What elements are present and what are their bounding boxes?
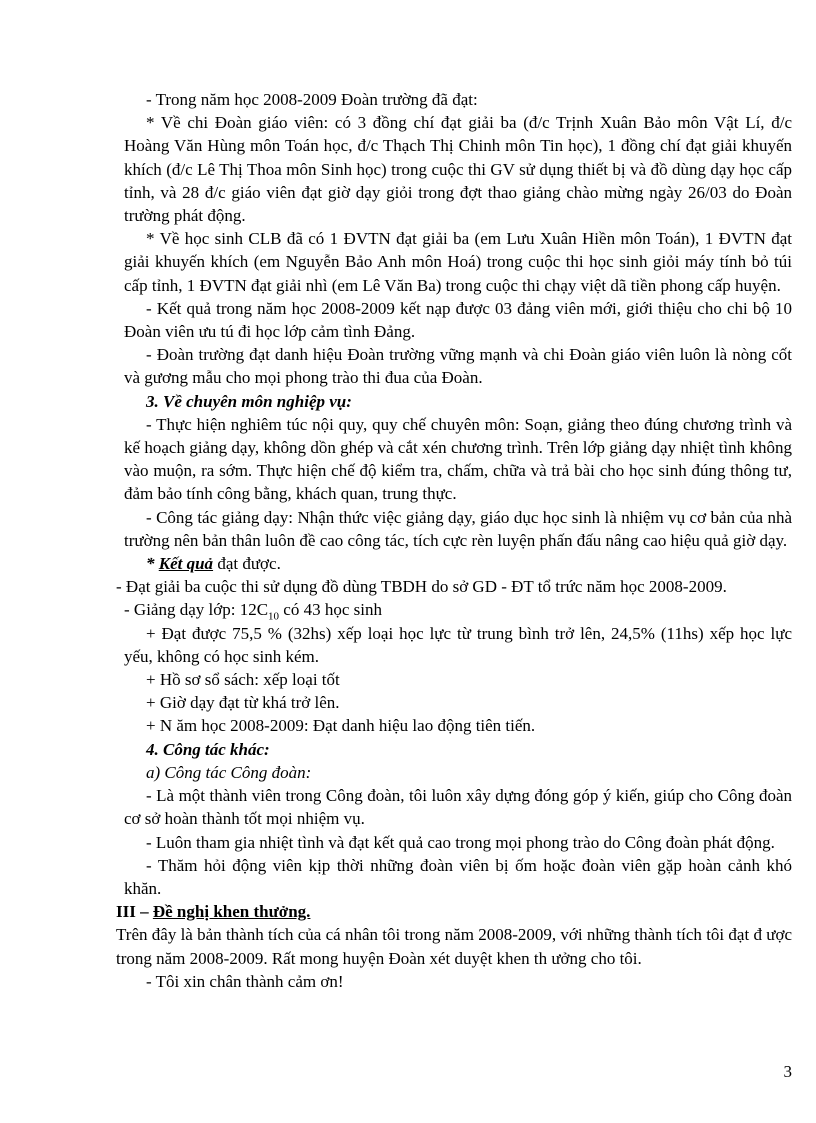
achievement-intro: - Trong năm học 2008-2009 Đoàn trường đã đạt:	[146, 90, 478, 109]
conclusion-paragraph: Trên đây là bản thành tích của cá nhân tôi trong năm 2008-2009, với những thành tích tôi đạt đ ược trong năm 2008-2009. Rất mong huyện Đoàn xét duyệt khen th ưởng cho tôi.	[116, 925, 792, 968]
records-line: + Hồ sơ sổ sách: xếp loại tốt	[146, 670, 340, 690]
union-member-paragraph: - Là một thành viên trong Công đoàn, tôi luôn xây dựng đóng góp ý kiến, giúp cho Công đoàn cơ sở hoàn thành tốt mọi nhiệm vụ.	[124, 786, 792, 829]
results-rest: đạt được.	[213, 554, 281, 574]
union-movement-paragraph: - Luôn tham gia nhiệt tình và đạt kết quả cao trong mọi phong trào do Công đoàn phát động.	[146, 832, 775, 852]
section-3-heading: 3. Về chuyên môn nghiệp vụ:	[146, 391, 352, 411]
section-iii-heading	[116, 900, 792, 923]
school-title-paragraph: - Đoàn trường đạt danh hiệu Đoàn trường vững mạnh và chi Đoàn giáo viên luôn là nòng cốt và gương mẫu cho mọi phong trào thi đua của Đoàn.	[124, 345, 792, 388]
section-iii-prefix: III –	[116, 902, 153, 922]
year-title-line: + N ăm học 2008-2009: Đạt danh hiệu lao động tiên tiến.	[146, 716, 536, 736]
class-subscript: 10	[268, 610, 280, 623]
grade-result-paragraph: + Đạt được 75,5 % (32hs) xếp loại học lực từ trung bình trở lên, 24,5% (11hs) xếp học lực yếu, không có học sinh kém.	[124, 623, 792, 666]
results-label: Kết quả	[158, 554, 214, 574]
teacher-branch-paragraph: * Về chi Đoàn giáo viên: có 3 đồng chí đạt giải ba (đ/c Trịnh Xuân Bảo môn Vật Lí, đ/c Hoàng Văn Hùng môn Toán học, đ/c Thạch Thị Chinh môn Tin học), 1 đồng chí đạt giải khuyến khích (đ/c Lê Thị Thoa môn Sinh học) trong cuộc thi GV sử dụng thiết bị và đồ dùng dạy học cấp tỉnh, và 28 đ/c giáo viên đạt giờ dạy giỏi trong đợt thao giảng chào mừng ngày 26/03 do Đoàn trường phát động.	[124, 113, 792, 226]
student-club-paragraph: * Về học sinh CLB đã có 1 ĐVTN đạt giải ba (em Lưu Xuân Hiền môn Toán), 1 ĐVTN đạt giải khuyến khích (em Nguyễn Bảo Anh môn Hoá) trong cuộc thi học sinh giỏi máy tính bỏ túi cấp tỉnh, 1 ĐVTN đạt giải nhì (em Lê Văn Ba) trong cuộc thi chạy việt dã tiền phong cấp huyện.	[124, 229, 792, 295]
document-page	[116, 88, 792, 993]
section-iii-label: Đề nghị khen thưởng.	[152, 902, 311, 922]
class-label: - Giảng dạy lớp: 12C	[124, 600, 269, 620]
party-admission-paragraph: - Kết quả trong năm học 2008-2009 kết nạp được 03 đảng viên mới, giới thiệu cho chi bộ 10 Đoàn viên ưu tú đi học lớp cảm tình Đảng.	[124, 298, 792, 342]
section-4a-heading: a) Công tác Công đoàn:	[146, 762, 312, 782]
results-heading	[124, 552, 792, 575]
class-line	[124, 598, 792, 621]
section-4-heading: 4. Công tác khác:	[146, 739, 270, 759]
thanks-line: - Tôi xin chân thành cảm ơn!	[146, 971, 344, 991]
lessons-line: + Giờ dạy đạt từ khá trở lên.	[146, 693, 340, 713]
regulation-paragraph: - Thực hiện nghiêm túc nội quy, quy chế chuyên môn: Soạn, giảng theo đúng chương trình và kế hoạch giảng dạy, không dồn ghép và cắt xén chương trình. Trên lớp giảng dạy nhiệt tình không vào muộn, ra sớm. Thực hiện chế độ kiểm tra, chấm, chữa và trả bài cho học sinh đúng thông tư, đảm bảo tính công bằng, khách quan, trung thực.	[124, 414, 792, 504]
union-visit-paragraph: - Thăm hỏi động viên kịp thời những đoàn viên bị ốm hoặc đoàn viên gặp hoàn cảnh khó khăn.	[124, 855, 792, 898]
teaching-paragraph: - Công tác giảng dạy: Nhận thức việc giảng dạy, giáo dục học sinh là nhiệm vụ cơ bản của nhà trường nên bản thân luôn đề cao công tác, tích cực rèn luyện phấn đấu nâng cao hiệu quả giờ dạy.	[124, 507, 792, 550]
class-count: có 43 học sinh	[279, 600, 382, 620]
page-number: 3	[783, 1062, 792, 1081]
award-line: - Đạt giải ba cuộc thi sử dụng đồ dùng TBDH do sở GD - ĐT tổ trức năm học 2008-2009.	[116, 577, 727, 597]
results-star: *	[146, 554, 159, 574]
